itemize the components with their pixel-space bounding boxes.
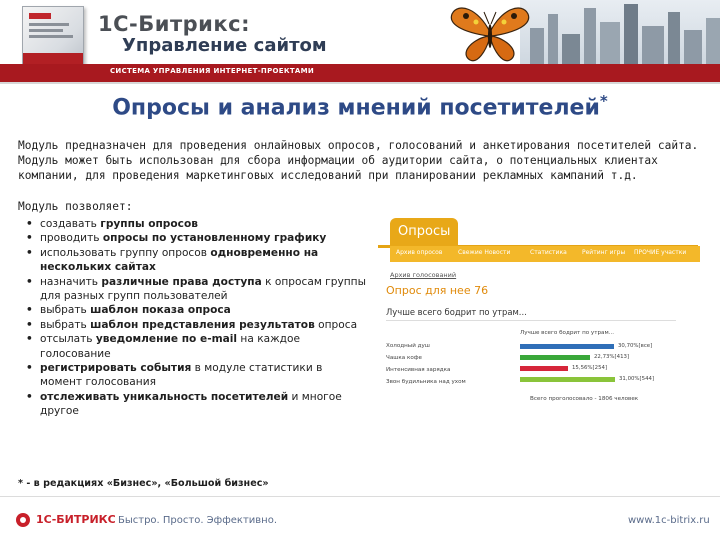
list-item: • регистрировать события в модуле статистики в момент голосования bbox=[22, 361, 367, 390]
screenshot-divider bbox=[386, 320, 676, 321]
header-red-band bbox=[0, 64, 720, 82]
poll-options bbox=[386, 340, 466, 388]
poll-total: Всего проголосовало - 1806 человек bbox=[530, 396, 639, 402]
screenshot-breadcrumb: Архив голосований bbox=[390, 271, 457, 279]
polls-screenshot bbox=[370, 210, 700, 402]
subtab: Статистика bbox=[530, 249, 567, 256]
footer-slogan: Быстро. Просто. Эффективно. bbox=[118, 515, 278, 526]
list-item: • использовать группу опросов одновременно на нескольких сайтах bbox=[22, 246, 367, 275]
list-item: • отсылать уведомление по e-mail на каждое голосование bbox=[22, 332, 367, 361]
result-bar bbox=[520, 355, 590, 360]
slide-title bbox=[0, 92, 720, 120]
poll-option: Чашка кофе bbox=[386, 355, 422, 361]
poll-option: Интенсивная зарядка bbox=[386, 367, 451, 373]
result-bar bbox=[520, 377, 615, 382]
footnote: * - в редакциях «Бизнес», «Большой бизнес» bbox=[18, 478, 269, 489]
poll-results-chart bbox=[520, 330, 680, 392]
list-item: • проводить опросы по установленному графику bbox=[22, 231, 367, 245]
result-label: 31,00%[544] bbox=[619, 376, 655, 382]
result-label: 30,70%[все] bbox=[618, 343, 653, 349]
subtab: ПРОЧИЕ участки bbox=[634, 249, 687, 256]
poll-title: Опрос для нее 76 bbox=[386, 284, 489, 297]
allows-label: Модуль позволяет: bbox=[18, 200, 133, 213]
butterfly-image bbox=[448, 2, 532, 66]
results-chart-title: Лучше всего бодрит по утрам... bbox=[520, 330, 615, 336]
subtab: Архив опросов bbox=[396, 249, 443, 256]
result-label: 22,73%[413] bbox=[594, 354, 630, 360]
city-skyline-image bbox=[520, 0, 720, 68]
footer-logo: 1С-БИТРИКС bbox=[36, 513, 116, 526]
product-name: Управление сайтом bbox=[122, 35, 327, 56]
list-item: • назначить различные права доступа к опросам группы для разных групп пользователей bbox=[22, 275, 367, 304]
result-bar bbox=[520, 366, 568, 371]
header-tagline: СИСТЕМА УПРАВЛЕНИЯ ИНТЕРНЕТ-ПРОЕКТАМИ bbox=[110, 67, 315, 75]
intro-paragraph: Модуль предназначен для проведения онлайновых опросов, голосований и анкетирования посетителей сайта. Модуль может быть использован для сбора информации об аудитории сайта, о потенциальных клиентах компании, для проведения маркетинговых исследований при планировании рекламных кампаний т.д. bbox=[18, 139, 699, 182]
list-item: • выбрать шаблон представления результатов опроса bbox=[22, 318, 367, 332]
screenshot-subtabs bbox=[390, 246, 700, 262]
title-footnote-mark: * bbox=[599, 92, 608, 110]
tab-polls: Опросы bbox=[390, 218, 458, 248]
list-item: • создавать группы опросов bbox=[22, 217, 367, 231]
result-label: 15,56%[254] bbox=[572, 365, 608, 371]
slide-title-text: Опросы и анализ мнений посетителей bbox=[112, 95, 600, 121]
subtab: Рейтинг игры bbox=[582, 249, 626, 256]
header-divider bbox=[0, 82, 720, 84]
footer-url[interactable]: www.1c-bitrix.ru bbox=[628, 515, 710, 526]
list-item: • выбрать шаблон показа опроса bbox=[22, 303, 367, 317]
footer-divider bbox=[0, 496, 720, 497]
poll-question: Лучше всего бодрит по утрам... bbox=[386, 307, 527, 317]
brand-name: 1С-Битрикс: bbox=[98, 12, 250, 36]
poll-option: Холодный душ bbox=[386, 343, 430, 349]
list-item: • отслеживать уникальность посетителей и многое другое bbox=[22, 390, 367, 419]
result-bar bbox=[520, 344, 614, 349]
poll-option: Звон будильника над ухом bbox=[386, 379, 466, 385]
subtab: Свежие Новости bbox=[458, 249, 511, 256]
bitrix-logo-icon bbox=[16, 513, 30, 527]
feature-list bbox=[22, 217, 367, 419]
